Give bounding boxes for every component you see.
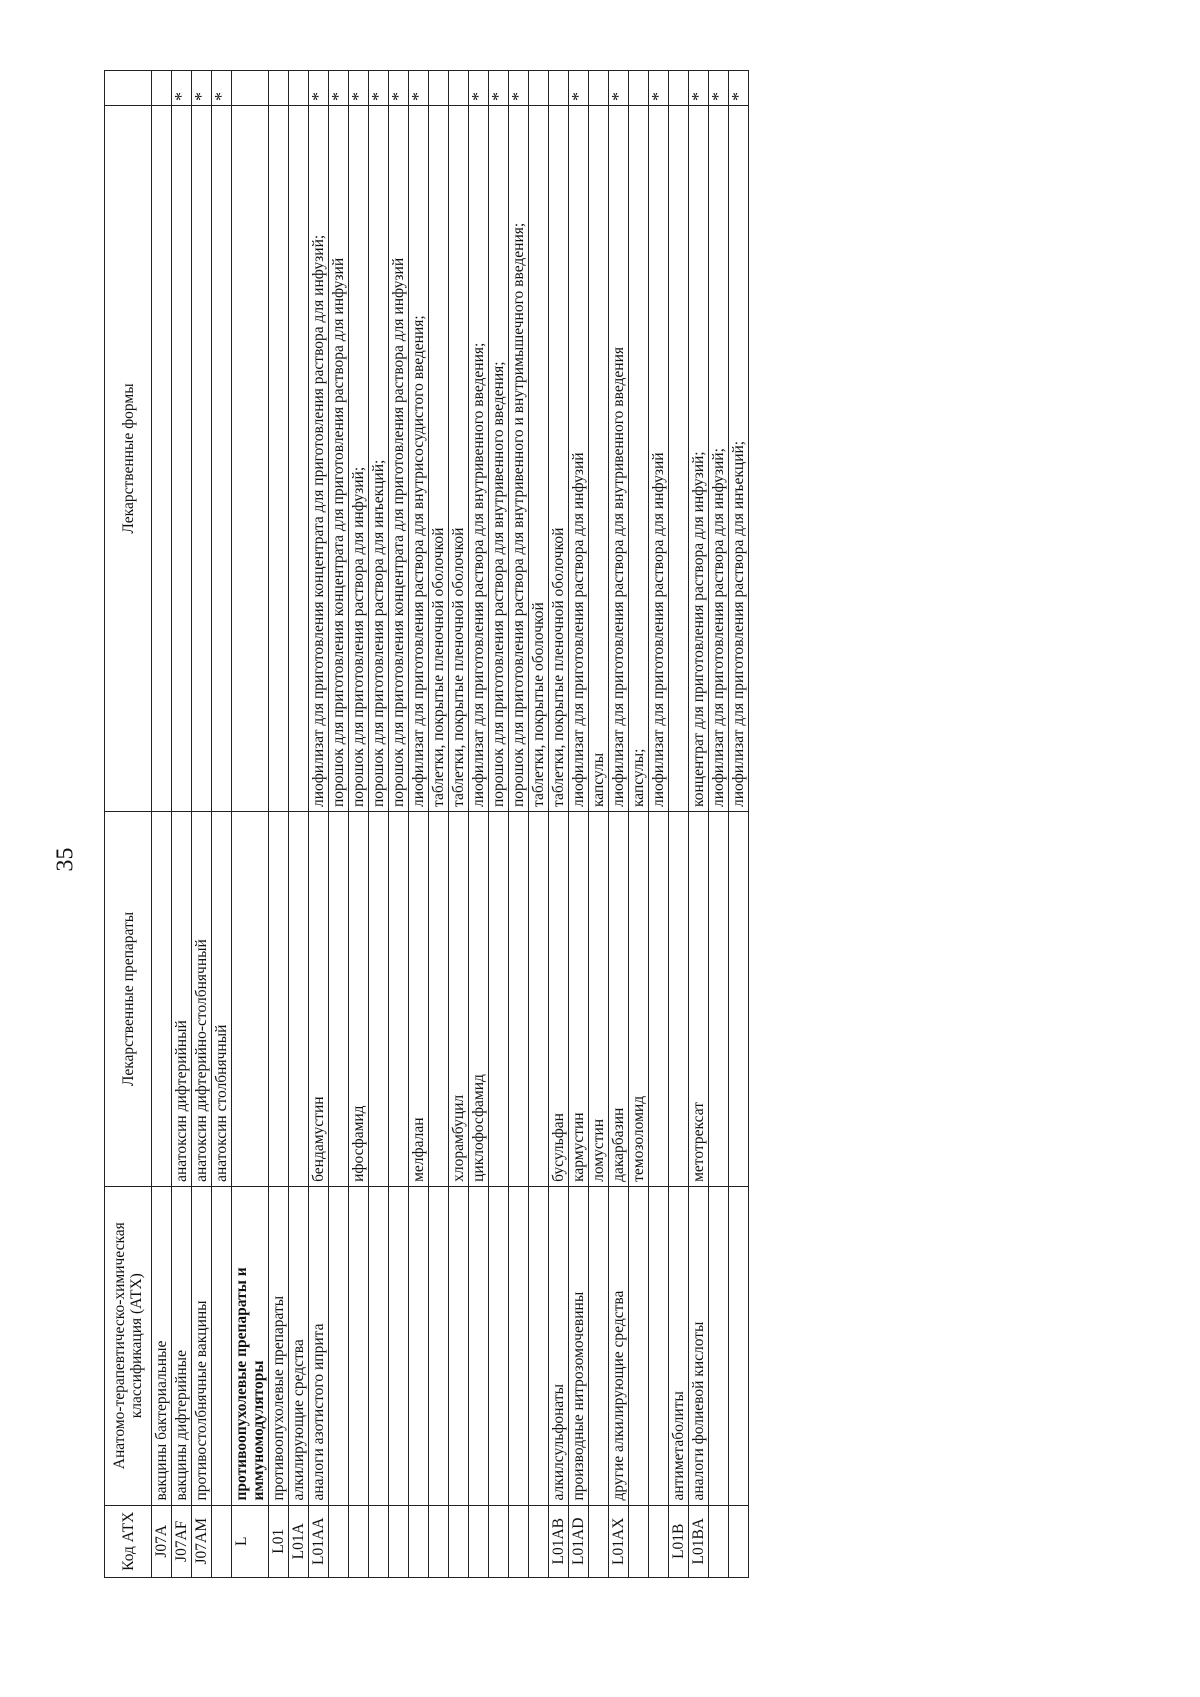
header-atc: Анатомо-терапевтическо-химическая классификация (АТХ) — [105, 1186, 152, 1505]
atc-cell: аналоги фолиевой кислоты — [689, 1186, 709, 1505]
atc-cell — [469, 1186, 489, 1505]
form-cell: порошок для приготовления раствора для внутривенного введения; — [489, 106, 509, 812]
code-cell — [509, 1505, 529, 1577]
atc-cell — [389, 1186, 409, 1505]
atc-cell — [349, 1186, 369, 1505]
table-row — [569, 71, 589, 1578]
atc-cell — [589, 1186, 609, 1505]
code-cell — [409, 1505, 429, 1577]
drug-cell — [709, 812, 729, 1187]
code-cell — [489, 1505, 509, 1577]
code-cell: L01AA — [309, 1505, 329, 1577]
form-cell: лиофилизат для приготовления раствора для инфузий — [649, 106, 669, 812]
form-cell: лиофилизат для приготовления раствора для инъекций; — [729, 106, 749, 812]
code-cell — [709, 1505, 729, 1577]
mark-cell — [529, 71, 549, 106]
table-row — [429, 71, 449, 1578]
code-cell: L01AD — [569, 1505, 589, 1577]
code-cell: L — [232, 1505, 269, 1577]
code-cell — [469, 1505, 489, 1577]
table-row — [469, 71, 489, 1578]
table-row — [232, 71, 269, 1578]
code-cell — [589, 1505, 609, 1577]
code-cell: L01AX — [609, 1505, 629, 1577]
form-cell: таблетки, покрытые оболочкой — [529, 106, 549, 812]
atc-cell: противоопухолевые препараты — [269, 1186, 289, 1505]
form-cell — [232, 106, 269, 812]
table-row — [489, 71, 509, 1578]
atc-cell: производные нитрозомочевины — [569, 1186, 589, 1505]
mark-cell — [429, 71, 449, 106]
drug-cell — [529, 812, 549, 1187]
table-row — [289, 71, 309, 1578]
atc-cell — [509, 1186, 529, 1505]
code-cell — [429, 1505, 449, 1577]
code-cell — [449, 1505, 469, 1577]
header-drugs: Лекарственные препараты — [105, 812, 152, 1187]
mark-cell: * — [709, 71, 729, 106]
mark-cell — [269, 71, 289, 106]
table-row — [529, 71, 549, 1578]
table-row — [509, 71, 529, 1578]
drug-cell: бендамустин — [309, 812, 329, 1187]
drug-cell: анатоксин дифтерийный — [172, 812, 192, 1187]
atc-cell: антиметаболиты — [669, 1186, 689, 1505]
table-row — [589, 71, 609, 1578]
mark-cell: * — [329, 71, 349, 106]
table-row — [729, 71, 749, 1578]
form-cell: лиофилизат для приготовления раствора для внутривенного введения; — [469, 106, 489, 812]
atc-cell — [409, 1186, 429, 1505]
form-cell: концентрат для приготовления раствора для инфузий; — [689, 106, 709, 812]
table-row — [349, 71, 369, 1578]
form-cell — [289, 106, 309, 812]
code-cell: J07AF — [172, 1505, 192, 1577]
table-row — [649, 71, 669, 1578]
form-cell — [152, 106, 172, 812]
mark-cell: * — [509, 71, 529, 106]
atc-cell — [489, 1186, 509, 1505]
mark-cell: * — [369, 71, 389, 106]
atc-cell — [429, 1186, 449, 1505]
form-cell: таблетки, покрытые пленочной оболочкой — [549, 106, 569, 812]
rotated-page — [104, 70, 1104, 1578]
mark-cell — [152, 71, 172, 106]
form-cell: лиофилизат для приготовления раствора для внутрисосудистого введения; — [409, 106, 429, 812]
code-cell — [369, 1505, 389, 1577]
table-row — [709, 71, 729, 1578]
atc-cell: вакцины бактериальные — [152, 1186, 172, 1505]
mark-cell: * — [349, 71, 369, 106]
drug-cell — [429, 812, 449, 1187]
atc-cell: другие алкилирующие средства — [609, 1186, 629, 1505]
form-cell — [669, 106, 689, 812]
atc-cell: алкилсульфонаты — [549, 1186, 569, 1505]
drug-cell: кармустин — [569, 812, 589, 1187]
atc-cell — [329, 1186, 349, 1505]
code-cell — [389, 1505, 409, 1577]
mark-cell: * — [649, 71, 669, 106]
drug-cell: ломустин — [589, 812, 609, 1187]
mark-cell: * — [689, 71, 709, 106]
mark-cell: * — [729, 71, 749, 106]
mark-cell: * — [409, 71, 429, 106]
drug-cell: дакарбазин — [609, 812, 629, 1187]
mark-cell: * — [172, 71, 192, 106]
mark-cell: * — [569, 71, 589, 106]
atc-cell — [709, 1186, 729, 1505]
atc-cell — [369, 1186, 389, 1505]
form-cell: таблетки, покрытые пленочной оболочкой — [449, 106, 469, 812]
atc-cell — [629, 1186, 649, 1505]
drug-cell — [369, 812, 389, 1187]
drug-cell — [729, 812, 749, 1187]
drug-cell: циклофосфамид — [469, 812, 489, 1187]
code-cell — [729, 1505, 749, 1577]
atc-cell: противостолбнячные вакцины — [192, 1186, 212, 1505]
table-row — [689, 71, 709, 1578]
code-cell: L01BA — [689, 1505, 709, 1577]
form-cell — [192, 106, 212, 812]
mark-cell: * — [192, 71, 212, 106]
mark-cell: * — [469, 71, 489, 106]
form-cell: порошок для приготовления раствора для инъекций; — [369, 106, 389, 812]
drug-cell — [289, 812, 309, 1187]
atc-cell — [212, 1186, 232, 1505]
atc-cell: аналоги азотистого иприта — [309, 1186, 329, 1505]
drug-cell: анатоксин дифтерийно-столбнячный — [192, 812, 212, 1187]
form-cell: порошок для приготовления концентрата для приготовления раствора для инфузий — [329, 106, 349, 812]
table-row — [629, 71, 649, 1578]
drug-classification-table — [104, 70, 749, 1578]
code-cell — [629, 1505, 649, 1577]
table-row — [192, 71, 212, 1578]
code-cell: L01AB — [549, 1505, 569, 1577]
drug-cell — [649, 812, 669, 1187]
table-row — [449, 71, 469, 1578]
table-row — [549, 71, 569, 1578]
code-cell — [649, 1505, 669, 1577]
code-cell: L01A — [289, 1505, 309, 1577]
drug-cell: ифосфамид — [349, 812, 369, 1187]
mark-cell: * — [489, 71, 509, 106]
drug-cell — [152, 812, 172, 1187]
code-cell — [349, 1505, 369, 1577]
table-row — [369, 71, 389, 1578]
mark-cell: * — [309, 71, 329, 106]
drug-cell — [489, 812, 509, 1187]
atc-cell: алкилирующие средства — [289, 1186, 309, 1505]
table-row — [669, 71, 689, 1578]
drug-cell: мелфалан — [409, 812, 429, 1187]
code-cell — [329, 1505, 349, 1577]
form-cell: лиофилизат для приготовления раствора для внутривенного введения — [609, 106, 629, 812]
atc-cell: противоопухолевые препараты и иммуномодуляторы — [232, 1186, 269, 1505]
code-cell: J07A — [152, 1505, 172, 1577]
table-row — [309, 71, 329, 1578]
table-body — [152, 71, 749, 1578]
form-cell: лиофилизат для приготовления раствора для инфузий — [569, 106, 589, 812]
form-cell: порошок для приготовления концентрата для приготовления раствора для инфузий — [389, 106, 409, 812]
table-row — [609, 71, 629, 1578]
form-cell: капсулы — [589, 106, 609, 812]
form-cell — [269, 106, 289, 812]
drug-cell — [329, 812, 349, 1187]
atc-cell — [529, 1186, 549, 1505]
code-cell — [212, 1505, 232, 1577]
form-cell — [212, 106, 232, 812]
mark-cell — [669, 71, 689, 106]
drug-cell: хлорамбуцил — [449, 812, 469, 1187]
drug-cell — [509, 812, 529, 1187]
atc-cell — [449, 1186, 469, 1505]
mark-cell: * — [212, 71, 232, 106]
code-cell — [529, 1505, 549, 1577]
drug-cell: темозоломид — [629, 812, 649, 1187]
code-cell: J07AM — [192, 1505, 212, 1577]
table-row — [172, 71, 192, 1578]
drug-cell: бусульфан — [549, 812, 569, 1187]
mark-cell — [289, 71, 309, 106]
mark-cell — [232, 71, 269, 106]
form-cell: лиофилизат для приготовления раствора для инфузий; — [709, 106, 729, 812]
table-row — [389, 71, 409, 1578]
table-header-row — [105, 71, 152, 1578]
form-cell — [172, 106, 192, 812]
mark-cell — [449, 71, 469, 106]
drug-cell — [389, 812, 409, 1187]
table-row — [152, 71, 172, 1578]
drug-cell — [269, 812, 289, 1187]
table-row — [212, 71, 232, 1578]
code-cell: L01 — [269, 1505, 289, 1577]
atc-cell — [729, 1186, 749, 1505]
header-forms: Лекарственные формы — [105, 106, 152, 812]
mark-cell: * — [609, 71, 629, 106]
atc-cell — [649, 1186, 669, 1505]
mark-cell: * — [389, 71, 409, 106]
header-mark — [105, 71, 152, 106]
mark-cell — [629, 71, 649, 106]
table-row — [269, 71, 289, 1578]
page-number: 35 — [52, 847, 79, 872]
drug-cell — [232, 812, 269, 1187]
mark-cell — [549, 71, 569, 106]
drug-cell — [669, 812, 689, 1187]
form-cell: таблетки, покрытые пленочной оболочкой — [429, 106, 449, 812]
table-row — [409, 71, 429, 1578]
drug-cell: анатоксин столбнячный — [212, 812, 232, 1187]
mark-cell — [589, 71, 609, 106]
form-cell: капсулы; — [629, 106, 649, 812]
code-cell: L01B — [669, 1505, 689, 1577]
form-cell: лиофилизат для приготовления концентрата для приготовления раствора для инфузий; — [309, 106, 329, 812]
drug-cell: метотрексат — [689, 812, 709, 1187]
form-cell: порошок для приготовления раствора для инфузий; — [349, 106, 369, 812]
form-cell: порошок для приготовления раствора для внутривенного и внутримышечного введения; — [509, 106, 529, 812]
table-row — [329, 71, 349, 1578]
atc-cell: вакцины дифтерийные — [172, 1186, 192, 1505]
header-code: Код АТХ — [105, 1505, 152, 1577]
